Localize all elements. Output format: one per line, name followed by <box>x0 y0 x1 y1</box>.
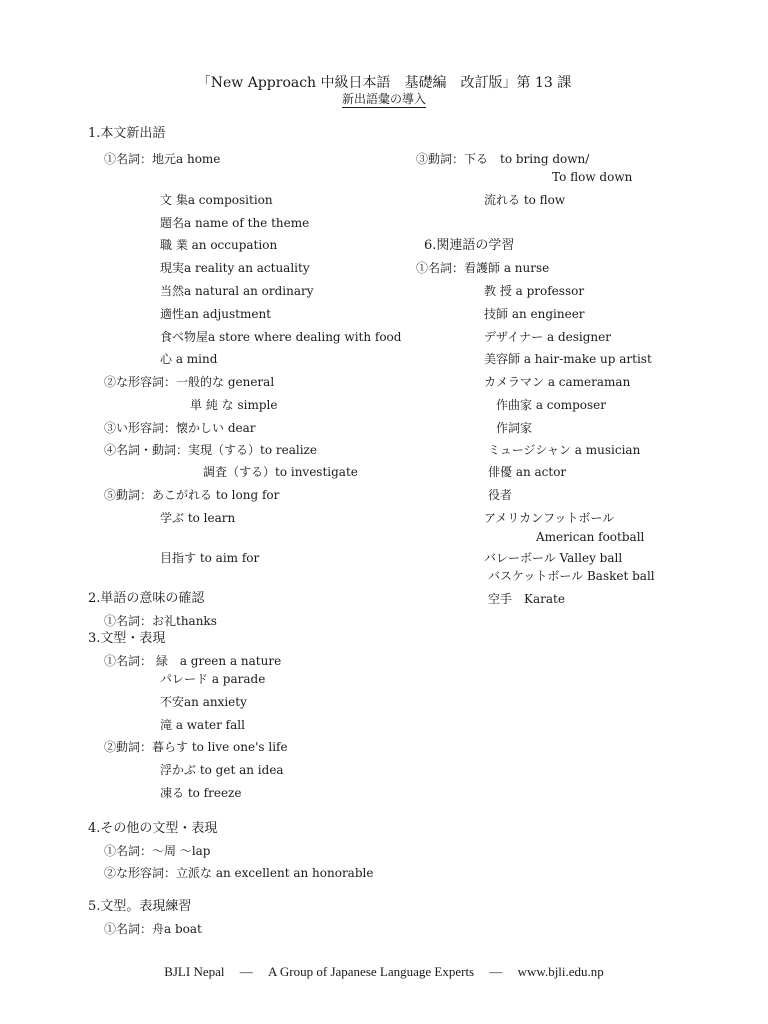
section-6-title: 6.関連語の学習 <box>424 238 515 253</box>
vocab-line: 技師 an engineer <box>484 307 585 321</box>
vocab-line: American football <box>536 530 645 544</box>
vocab-line: 教 授 a professor <box>484 284 585 298</box>
vocab-line: 心 a mind <box>160 352 218 366</box>
footer <box>0 964 768 980</box>
vocab-line: アメリカンフットボール <box>484 511 615 525</box>
vocab-line: 流れる to flow <box>484 193 566 207</box>
vocab-line: ②な形容詞：立派な an excellent an honorable <box>104 866 374 880</box>
footer-org: BJLI Nepal <box>164 964 225 979</box>
footer-dash: — <box>239 964 253 979</box>
vocab-line: デザイナー a designer <box>484 330 611 344</box>
footer-dash: — <box>489 964 503 979</box>
vocab-line: 凍る to freeze <box>160 786 242 800</box>
vocab-line: 滝 a water fall <box>160 718 245 732</box>
vocab-line: ①名詞：お礼thanks <box>104 614 217 628</box>
vocab-line: 俳優 an actor <box>488 465 567 479</box>
vocab-line: To flow down <box>552 170 633 184</box>
vocab-line: ④名詞・動詞：実現（する）to realize <box>104 443 317 457</box>
section-3-title: 3.文型・表現 <box>88 631 166 646</box>
page-subtitle-text: 新出語彙の導入 <box>341 92 426 106</box>
vocab-line: ミュージシャン a musician <box>488 443 641 457</box>
vocab-line: パレード a parade <box>160 672 266 686</box>
vocab-line: ③動詞：下る to bring down/ <box>416 152 590 166</box>
vocab-line: ②な形容詞：一般的な general <box>104 375 275 389</box>
section-4-title: 4.その他の文型・表現 <box>88 821 218 836</box>
section-5-title: 5.文型。表現練習 <box>88 899 192 914</box>
vocab-line: ③い形容詞：懐かしい dear <box>104 421 256 435</box>
vocab-line: 現実a reality an actuality <box>160 261 310 275</box>
vocab-line: 空手 Karate <box>488 592 565 606</box>
vocab-line: 作曲家 a composer <box>496 398 607 412</box>
vocab-line: 役者 <box>488 488 513 502</box>
vocab-line: バスケットボール Basket ball <box>488 569 655 583</box>
vocab-line: 文 集a composition <box>160 193 273 207</box>
vocab-line: 食べ物屋a store where dealing with food <box>160 330 402 344</box>
vocab-line: 目指す to aim for <box>160 551 260 565</box>
vocab-line: ①名詞：看護師 a nurse <box>416 261 550 275</box>
vocab-line: 美容師 a hair-make up artist <box>484 352 652 366</box>
vocab-line: ②動詞：暮らす to live one's life <box>104 740 288 754</box>
footer-tagline: A Group of Japanese Language Experts <box>267 964 475 979</box>
vocab-line: 学ぶ to learn <box>160 511 236 525</box>
page-subtitle <box>0 92 768 106</box>
vocab-line: 職 業 an occupation <box>160 238 278 252</box>
vocab-line: 不安an anxiety <box>160 695 247 709</box>
vocab-line: 題名a name of the theme <box>160 216 310 230</box>
section-1-title: 1.本文新出語 <box>88 126 166 141</box>
vocab-line: 浮かぶ to get an idea <box>160 763 284 777</box>
footer-url[interactable]: www.bjli.edu.np <box>517 964 604 979</box>
vocab-line: バレーボール Valley ball <box>484 551 623 565</box>
page-title: 「New Approach 中級日本語 基礎編 改訂版」第 13 課 <box>196 75 572 91</box>
vocab-line: ①名詞：地元a home <box>104 152 221 166</box>
vocab-line: 適性an adjustment <box>160 307 271 321</box>
vocab-line: ①名詞：～周 ～lap <box>104 844 211 858</box>
vocab-line: ①名詞： 緑 a green a nature <box>104 654 282 668</box>
vocab-line: 単 純 な simple <box>190 398 278 412</box>
vocab-line: ⑤動詞：あこがれる to long for <box>104 488 280 502</box>
vocab-line: カメラマン a cameraman <box>484 375 631 389</box>
vocab-line: 調査（する）to investigate <box>203 465 358 479</box>
vocab-line: 作詞家 <box>496 421 533 435</box>
vocab-line: 当然a natural an ordinary <box>160 284 314 298</box>
section-2-title: 2.単語の意味の確認 <box>88 591 205 606</box>
vocab-line: ①名詞：舟a boat <box>104 922 202 936</box>
